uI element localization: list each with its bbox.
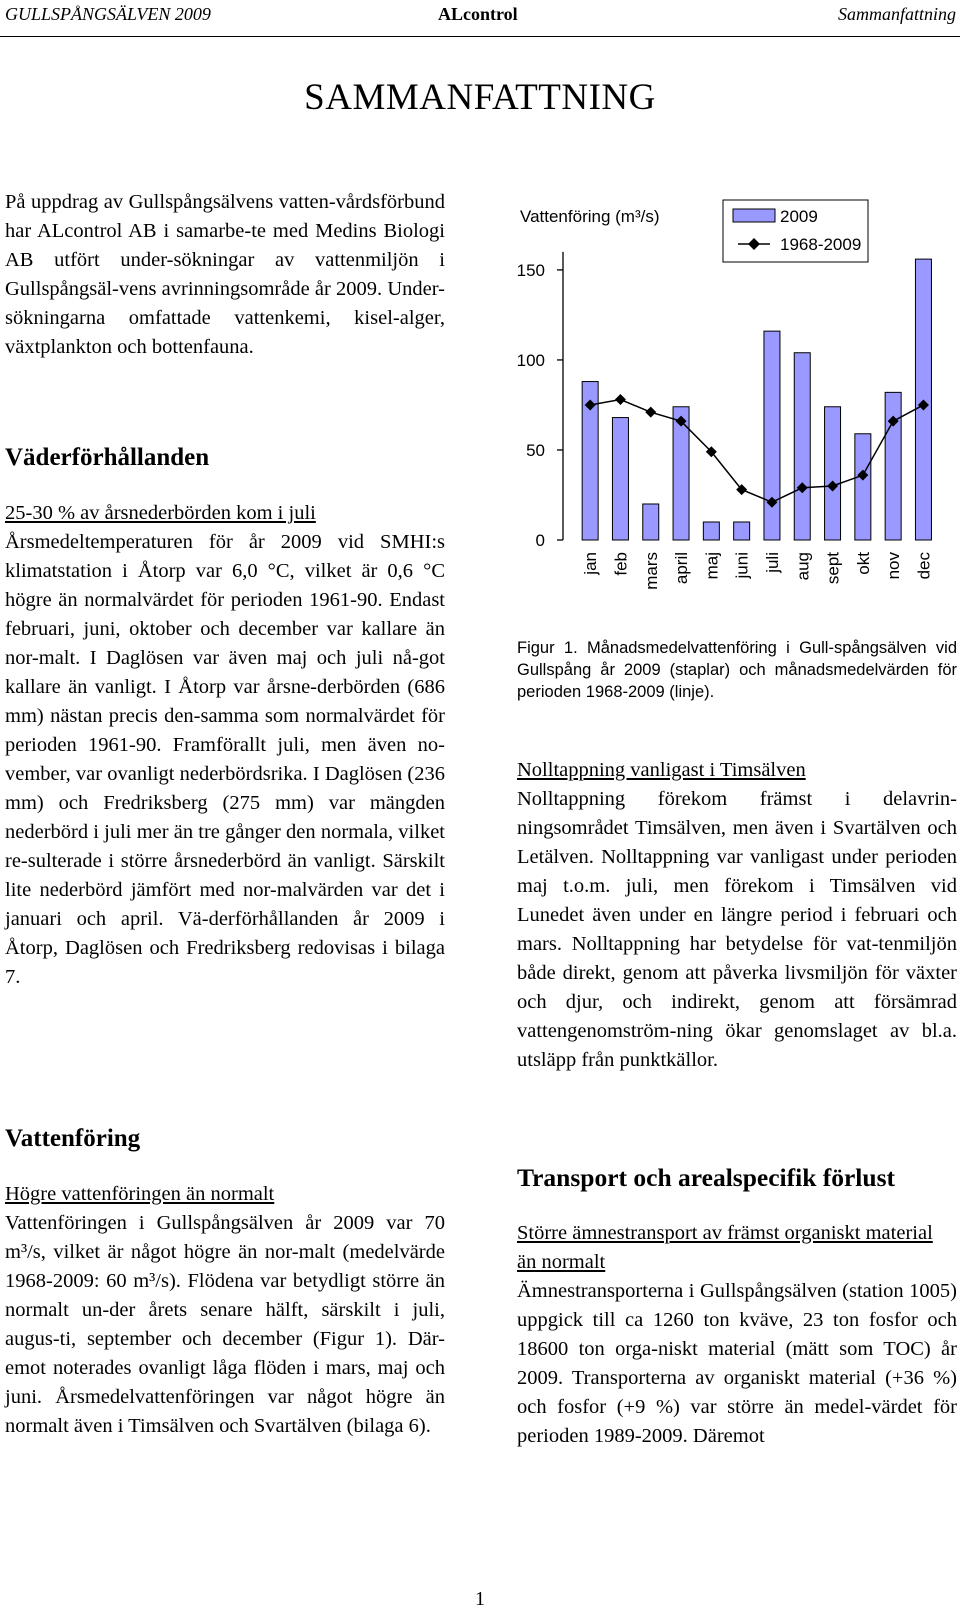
- zero-flow-text: Nolltappning förekom främst i delavrin-ningsområdet Timsälven, men även i Svartälven och Letälven. Nolltappning var vanligast under perioden maj t.o.m. juli, men förekom i Timsälven vid Lunedet även under en längre period i februari och mars. Nolltappning har betydelse för vat-tenmiljön både direkt, genom att påverka livsmiljön för växter och djur, och indirekt, genom att försämrad vattengenomström-ning ökar genomslaget av bl.a. utsläpp från punktkällor.: [517, 788, 957, 1071]
- zero-flow-subheading: Nolltappning vanligast i Timsälven: [517, 759, 806, 781]
- x-tick-label-maj: maj: [702, 552, 722, 580]
- weather-heading: Väderförhållanden: [5, 444, 210, 471]
- x-tick-label-juni: juni: [732, 552, 752, 579]
- line-path: [590, 400, 923, 503]
- transport-heading: Transport och arealspecifik förlust: [517, 1163, 895, 1192]
- x-tick-label-okt: okt: [853, 552, 873, 575]
- transport-subheading: Större ämnestransport av främst organiskt material än normalt: [517, 1222, 933, 1273]
- bar-maj: [703, 522, 719, 540]
- flow-section: [5, 1124, 445, 1441]
- x-tick-label-april: april: [672, 552, 692, 585]
- transport-text: Ämnestransporterna i Gullspångsälven (station 1005) uppgick till ca 1260 ton kväve, 23 ton fosfor och 18600 ton orga-niskt material (mätt som TOC) år 2009. Transporterna av organiskt material (+36 %) och fosfor (+9 %) var större än medel-värdet för perioden 1989-2009. Däremot: [517, 1280, 957, 1447]
- flow-text: Vattenföringen i Gullspångsälven år 2009 var 70 m³/s, vilket är något högre än nor-malt (medelvärde 1968-2009: 60 m³/s). Flödena var betydligt större än normalt un-der årets senare hälft, särskilt i juli, augus-ti, september och december (Figur 1). Där-emot noterades ovanligt låga flöden i mars, maj och juni. Årsmedelvattenföringen var något högre än normalt även i Timsälven och Svartälven (bilaga 6).: [5, 1212, 445, 1437]
- line-series: [585, 394, 929, 508]
- header-right: Sammanfattning: [837, 4, 956, 24]
- legend-swatch-bar: [733, 209, 775, 222]
- line-point-mars: [645, 407, 656, 418]
- y-axis: [517, 252, 563, 550]
- chart-title: Vattenföring (m³/s): [520, 207, 660, 226]
- x-tick-label-feb: feb: [611, 552, 631, 576]
- page-title: SAMMANFATTNING: [304, 77, 656, 118]
- flow-subheading: Högre vattenföringen än normalt: [5, 1183, 275, 1205]
- legend-label-1968-2009: 1968-2009: [780, 235, 862, 254]
- bar-juni: [734, 522, 750, 540]
- header-center: ALcontrol: [438, 4, 518, 24]
- zero-flow-section: [517, 756, 957, 1075]
- x-tick-label-aug: aug: [793, 552, 813, 581]
- weather-section: [5, 443, 445, 992]
- x-tick-label-nov: nov: [884, 552, 904, 580]
- header-rule: [0, 36, 960, 37]
- x-tick-label-jan: jan: [581, 552, 601, 575]
- weather-subheading: 25-30 % av årsnederbörden kom i juli: [5, 502, 316, 524]
- bar-nov: [885, 392, 901, 540]
- x-tick-label-sept: sept: [823, 552, 843, 585]
- y-tick-label-100: 100: [516, 350, 545, 370]
- bar-aug: [794, 353, 810, 540]
- bar-feb: [612, 418, 628, 540]
- y-tick-label-50: 50: [526, 440, 545, 460]
- y-tick-label-0: 0: [535, 531, 545, 550]
- intro-section: [5, 188, 445, 362]
- flow-chart: [505, 195, 945, 625]
- y-tick-label-150: 150: [516, 260, 545, 280]
- x-tick-label-mars: mars: [641, 552, 661, 590]
- bar-juli: [764, 331, 780, 540]
- chart-legend: [723, 200, 868, 262]
- legend-label-2009: 2009: [780, 207, 818, 226]
- bar-mars: [643, 504, 659, 540]
- line-point-feb: [615, 394, 626, 405]
- bar-sept: [825, 407, 841, 540]
- flow-heading: Vattenföring: [5, 1125, 141, 1152]
- x-axis-labels: [581, 552, 933, 590]
- intro-text: På uppdrag av Gullspångsälvens vatten-vårdsförbund har ALcontrol AB i samarbe-te med Medins Biologi AB utfört under-sökningar av vattenmiljön i Gullspångsäl-vens avrinningsområde år 2009. Under-sökningarna omfattade vattenkemi, kisel-alger, växtplankton och bottenfauna.: [5, 191, 445, 358]
- transport-section: [517, 1163, 957, 1451]
- header-left: GULLSPÅNGSÄLVEN 2009: [5, 4, 211, 24]
- figure-caption: Figur 1. Månadsmedelvattenföring i Gull-spångsälven vid Gullspång år 2009 (staplar) och månadsmedelvärden för perioden 1968-2009 (linje).: [517, 639, 957, 701]
- bar-okt: [855, 434, 871, 540]
- page-number: 1: [475, 1588, 485, 1610]
- weather-text: Årsmedeltemperaturen för år 2009 vid SMHI:s klimatstation i Åtorp var 6,0 °C, vilket är 0,6 °C högre än normalvärdet för perioden 1961-90. Endast februari, juni, oktober och december var kallare än nor-malt. I Daglösen var även maj och juli nå-got kallare än vanligt. I Åtorp var årsne-derbörden (686 mm) nästan precis den-samma som normalvärdet för perioden 1961-90. Framförallt juli, men även no-vember, var ovanligt nederbördsrika. I Daglösen (236 mm) och Fredriksberg (275 mm) var mängden nederbörd i juli mer än tre gånger den normala, vilket re-sulterade i större årsnederbörd än vanligt. Särskilt lite nederbörd jämfört med nor-malvärden var det i januari och april. Vä-derförhållanden år 2009 i Åtorp, Daglösen och Fredriksberg redovisas i bilaga 7.: [5, 531, 445, 988]
- x-tick-label-dec: dec: [914, 552, 934, 580]
- bar-series: [582, 259, 931, 540]
- x-tick-label-juli: juli: [762, 552, 782, 573]
